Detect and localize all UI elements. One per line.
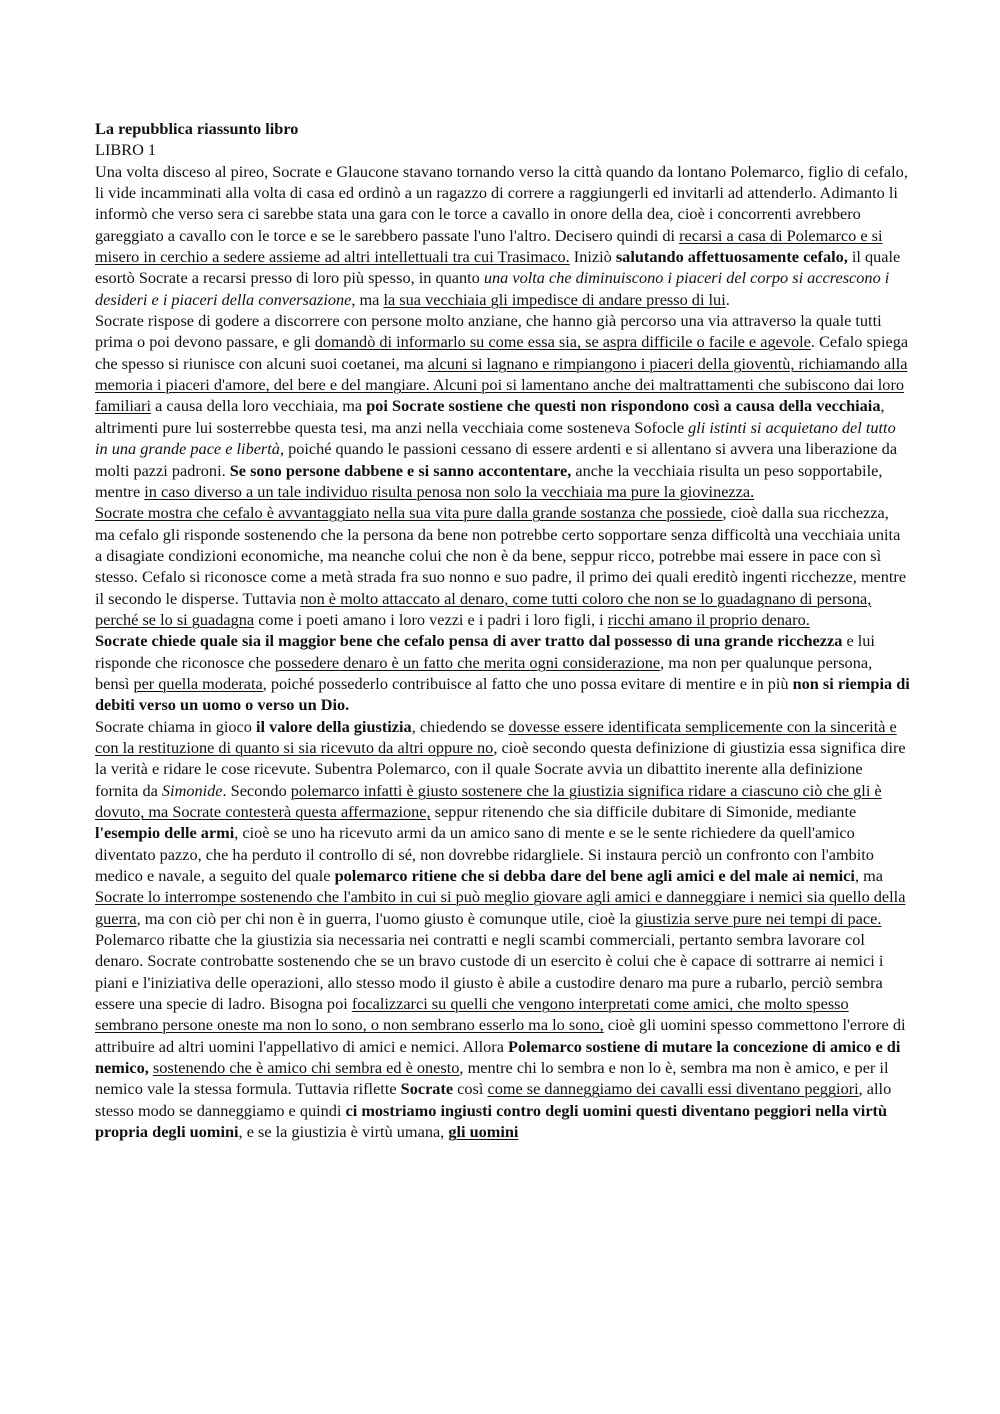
document-page: [95, 118, 910, 1143]
paragraph-4: Socrate chiede quale sia il maggior bene che cefalo pensa di aver tratto dal possesso di una grande ricchezza e lui risponde che riconosce che possedere denaro è un fatto che merita ogni considerazione, ma non per qualunque persona, bensì per quella moderata, poiché possederlo contribuisce al fatto che uno possa evitare di mentire e in più non si riempia di debiti verso un uomo o verso un Dio.: [95, 631, 910, 715]
paragraph-3: Socrate mostra che cefalo è avvantaggiato nella sua vita pure dalla grande sostanza che possiede, cioè dalla sua ricchezza, ma cefalo gli risponde sostenendo che la persona da bene non potrebbe certo sopportare senza difficoltà una vecchiaia unita a disagiate condizioni economiche, ma neanche colui che non è da bene, seppur ricco, potrebbe mai essere in pace con sì stesso. Cefalo si riconosce come a metà strada fra suo nonno e suo padre, il primo dei quali ereditò ingenti ricchezze, mentre il secondo le disperse. Tuttavia non è molto attaccato al denaro, come tutti coloro che non se lo guadagnano di persona, perché se lo si guadagna come i poeti amano i loro vezzi e i padri i loro figli, i ricchi amano il proprio denaro.: [95, 503, 907, 629]
paragraph-1: Una volta disceso al pireo, Socrate e Glaucone stavano tornando verso la città quando da lontano Polemarco, figlio di cefalo, li vide incamminati alla volta di casa ed ordinò a un ragazzo di correre a raggiungerli ed invitarli ad attenderlo. Adimanto li informò che verso sera ci sarebbe stata una gara con le torce a cavallo in onore della dea, cioè i concorrenti avrebbero gareggiato a cavallo con le torce e se le sarebbero passate l'uno l'altro. Decisero quindi di recarsi a casa di Polemarco e si misero in cerchio a sedere assieme ad altri intellettuali tra cui Trasimaco. Iniziò salutando affettuosamente cefalo, il quale esortò Socrate a recarsi presso di loro più spesso, in quanto una volta che diminuiscono i piaceri del corpo si accrescono i desideri e i piaceri della conversazione, ma la sua vecchiaia gli impedisce di andare presso di lui.: [95, 161, 908, 309]
paragraph-6: Polemarco ribatte che la giustizia sia necessaria nei contratti e negli scambi commerciali, pertanto sembra lavorare col denaro. Socrate controbatte sostenendo che se un bravo custode di un esercito è colui che è capace di sottrarre ai nemici i piani e l'iniziativa delle operazioni, allo stesso modo il giusto è abile a custodire denaro ma pure a rubarlo, perciò sembra essere una specie di ladro. Bisogna poi focalizzarci su quelli che vengono interpretati come amici, che molto spesso sembrano persone oneste ma non lo sono, o non sembrano esserlo ma lo sono, cioè gli uomini spesso commettono l'errore di attribuire ad altri uomini l'appellativo di amici e nemici. Allora Polemarco sostiene di mutare la concezione di amico e di nemico, sostenendo che è amico chi sembra ed è onesto, mentre chi lo sembra e non lo è, sembra ma non è amico, e per il nemico vale la stessa formula. Tuttavia riflette Socrate così come se danneggiamo dei cavalli essi diventano peggiori, allo stesso modo se danneggiamo e quindi ci mostriamo ingiusti contro degli uomini questi diventano peggiori nella virtù propria degli uomini, e se la giustizia è virtù umana, gli uomini: [95, 930, 906, 1142]
paragraph-5: Socrate chiama in gioco il valore della giustizia, chiedendo se dovesse essere identificata semplicemente con la sincerità e con la restituzione di quanto si sia ricevuto da altri oppure no, cioè secondo questa definizione di giustizia essa significa dire la verità e ridare le cose ricevute. Subentra Polemarco, con il quale Socrate avvia un dibattito inerente alla definizione fornita da Simonide. Secondo polemarco infatti è giusto sostenere che la giustizia significa ridare a ciascuno ciò che gli è dovuto, ma Socrate contesterà questa affermazione, seppur ritenendo che sia difficile dubitare di Simonide, mediante l'esempio delle armi, cioè se uno ha ricevuto armi da un amico sano di mente e se le sente richiedere da quell'amico diventato pazzo, che ha perduto il controllo di sé, non dovrebbe ridargliele. Si instaura perciò un confronto con l'ambito medico e navale, a seguito del quale polemarco ritiene che si debba dare del bene agli amici e del male ai nemici, ma Socrate lo interrompe sostenendo che l'ambito in cui si può meglio giovare agli amici e danneggiare i nemici sia quello della guerra, ma con ciò per chi non è in guerra, l'uomo giusto è comunque utile, cioè la giustizia serve pure nei tempi di pace.: [95, 716, 906, 928]
chapter-heading: LIBRO 1: [95, 140, 157, 160]
paragraph-2: Socrate rispose di godere a discorrere con persone molto anziane, che hanno già percorso una via attraverso la quale tutti prima o poi devono passare, e gli domandò di informarlo su come essa sia, se aspra difficile o facile e agevole. Cefalo spiega che spesso si riunisce con alcuni suoi coetanei, ma alcuni si lagnano e rimpiangono i piaceri della gioventù, richiamando alla memoria i piaceri d'amore, del bere e del mangiare. Alcuni poi si lamentano anche dei maltrattamenti che subiscono dai loro familiari a causa della loro vecchiaia, ma poi Socrate sostiene che questi non rispondono così a causa della vecchiaia, altrimenti pure lui sosterrebbe questa tesi, ma anzi nella vecchiaia come sosteneva Sofocle gli istinti si acquietano del tutto in una grande pace e libertà, poiché quando le passioni cessano di essere ardenti e si allentano si avvera una liberazione da molti pazzi padroni. Se sono persone dabbene e si sanno accontentare, anche la vecchiaia risulta un peso sopportabile, mentre in caso diverso a un tale individuo risulta penosa non solo la vecchiaia ma pure la giovinezza.: [95, 311, 909, 501]
document-title: La repubblica riassunto libro: [95, 119, 299, 138]
